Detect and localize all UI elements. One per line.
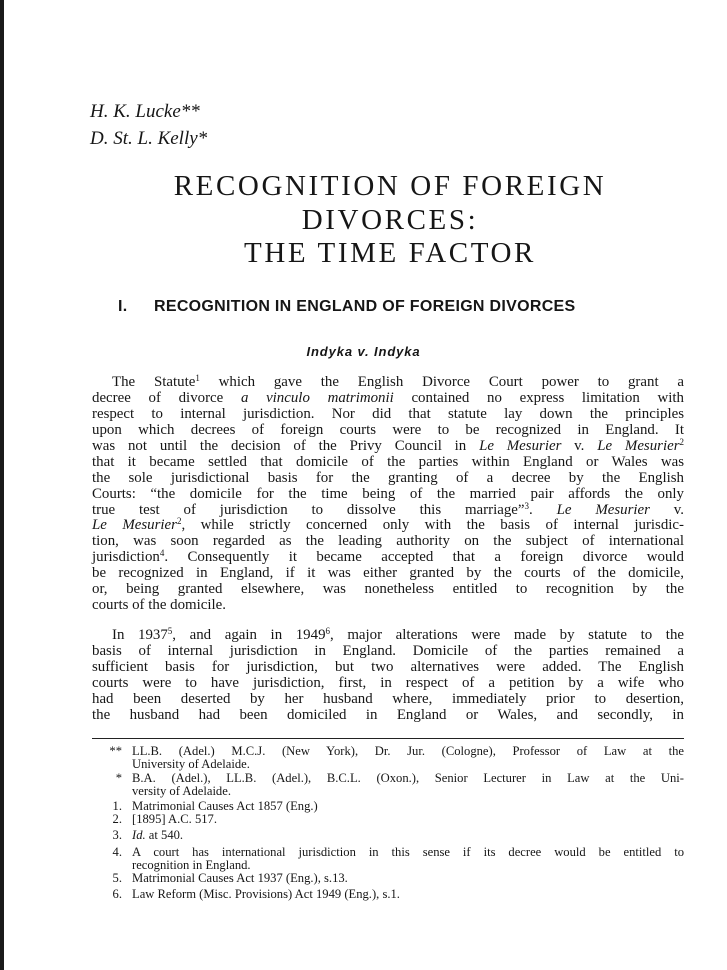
footnote-text: B.A. (Adel.), LL.B. (Adel.), B.C.L. (Oxon.), Senior Lecturer in Law at the Uni- — [132, 771, 684, 785]
text-line: Courts: “the domicile for the time being of the married pair affords the only — [92, 485, 684, 502]
case-name: Indyka v. Indyka — [306, 344, 421, 359]
footnote-text: Matrimonial Causes Act 1937 (Eng.), s.13. — [132, 871, 348, 885]
text-line: tion, was soon regarded as the leading authority on the subject of international — [92, 533, 684, 550]
footnote-mark: ** — [109, 744, 122, 758]
text-line: jurisdiction$^4$. Consequently it became accepted that a foreign divorce would — [92, 548, 684, 566]
section-title: RECOGNITION IN ENGLAND OF FOREIGN DIVORCES — [154, 298, 576, 315]
text-line: be recognized in England, if it was either granted by the courts of the domicile, — [92, 565, 684, 582]
author-list — [90, 98, 207, 152]
author-2: D. St. L. Kelly* — [90, 128, 208, 149]
footnote-text: University of Adelaide. — [132, 757, 250, 772]
text-line: the sole jurisdictional basis for the granting of a decree by the English — [92, 469, 684, 486]
author-1: H. K. Lucke** — [90, 101, 200, 122]
article-title-line-2: DIVORCES: — [301, 204, 479, 236]
footnote-mark: 2. — [112, 812, 122, 826]
text-line: upon which decrees of foreign courts were to be recognized in England. It — [92, 421, 684, 438]
section-heading — [118, 298, 576, 316]
text-line: courts of the domicile. — [92, 597, 226, 614]
body-paragraph-2 — [92, 628, 684, 724]
text-line: had been deserted by her husband where, immediately prior to desertion, — [92, 690, 684, 707]
text-line: true test of jurisdiction to dissolve this marriage”$^3$. Le Mesurier v. — [92, 500, 684, 518]
footnote-text: LL.B. (Adel.) M.C.J. (New York), Dr. Jur. (Cologne), Professor of Law at the — [132, 744, 684, 758]
article-title-line-3: THE TIME FACTOR — [244, 237, 536, 269]
footnote-mark: 4. — [112, 845, 122, 859]
text-line: or, being granted elsewhere, was nonetheless entitled to recognition by the — [92, 581, 684, 598]
text-line: Le Mesurier$^2$, while strictly concerned only with the basis of internal jurisdic- — [92, 516, 685, 534]
text-line: The Statute$^1$ which gave the English Divorce Court power to grant a — [112, 373, 685, 390]
text-line: basis of internal jurisdiction in England. Domicile of the parties remained a — [92, 642, 684, 659]
footnote-mark: 3. — [112, 828, 122, 842]
footnote-text: A court has international jurisdiction in this sense if its decree would be entitled to — [132, 845, 684, 859]
body-paragraph-1 — [92, 375, 684, 614]
footnote-divider — [92, 738, 684, 739]
text-line: decree of divorce a vinculo matrimonii contained no express limitation with — [92, 389, 684, 406]
footnote-mark: 6. — [112, 887, 122, 901]
article-title-line-1: RECOGNITION OF FOREIGN — [173, 170, 607, 202]
footnote-text: Law Reform (Misc. Provisions) Act 1949 (Eng.), s.1. — [132, 887, 400, 901]
text-line: sufficient basis for jurisdiction, but two alternatives were added. The English — [92, 658, 684, 675]
footnote-text: [1895] A.C. 517. — [132, 812, 218, 826]
text-line: that it became settled that domicile of the parties within England or Wales was — [92, 453, 684, 470]
footnote-mark: 1. — [112, 799, 122, 813]
text-line: the husband had been domiciled in England or Wales, and secondly, in — [92, 706, 684, 723]
footnote-text: versity of Adelaide. — [132, 784, 231, 799]
text-line: courts were to have jurisdiction, first, in respect of a petition by a wife who — [92, 674, 684, 691]
scan-edge — [0, 0, 4, 970]
section-number: I. — [118, 298, 128, 315]
text-line: was not until the decision of the Privy Council in Le Mesurier v. Le Mesurier$^2$ — [92, 436, 684, 454]
footnote-mark: * — [115, 771, 122, 785]
text-line: respect to internal jurisdiction. Nor did that statute lay down the principles — [92, 405, 684, 422]
text-line: In 1937$^5$, and again in 1949$^6$, major alterations were made by statute to the — [112, 626, 684, 643]
footnote-text: Id. at 540. — [132, 828, 184, 842]
footnote-text: Matrimonial Causes Act 1857 (Eng.) — [132, 799, 318, 813]
footnote-mark: 5. — [112, 871, 122, 885]
footnote-text: recognition in England. — [132, 858, 251, 873]
